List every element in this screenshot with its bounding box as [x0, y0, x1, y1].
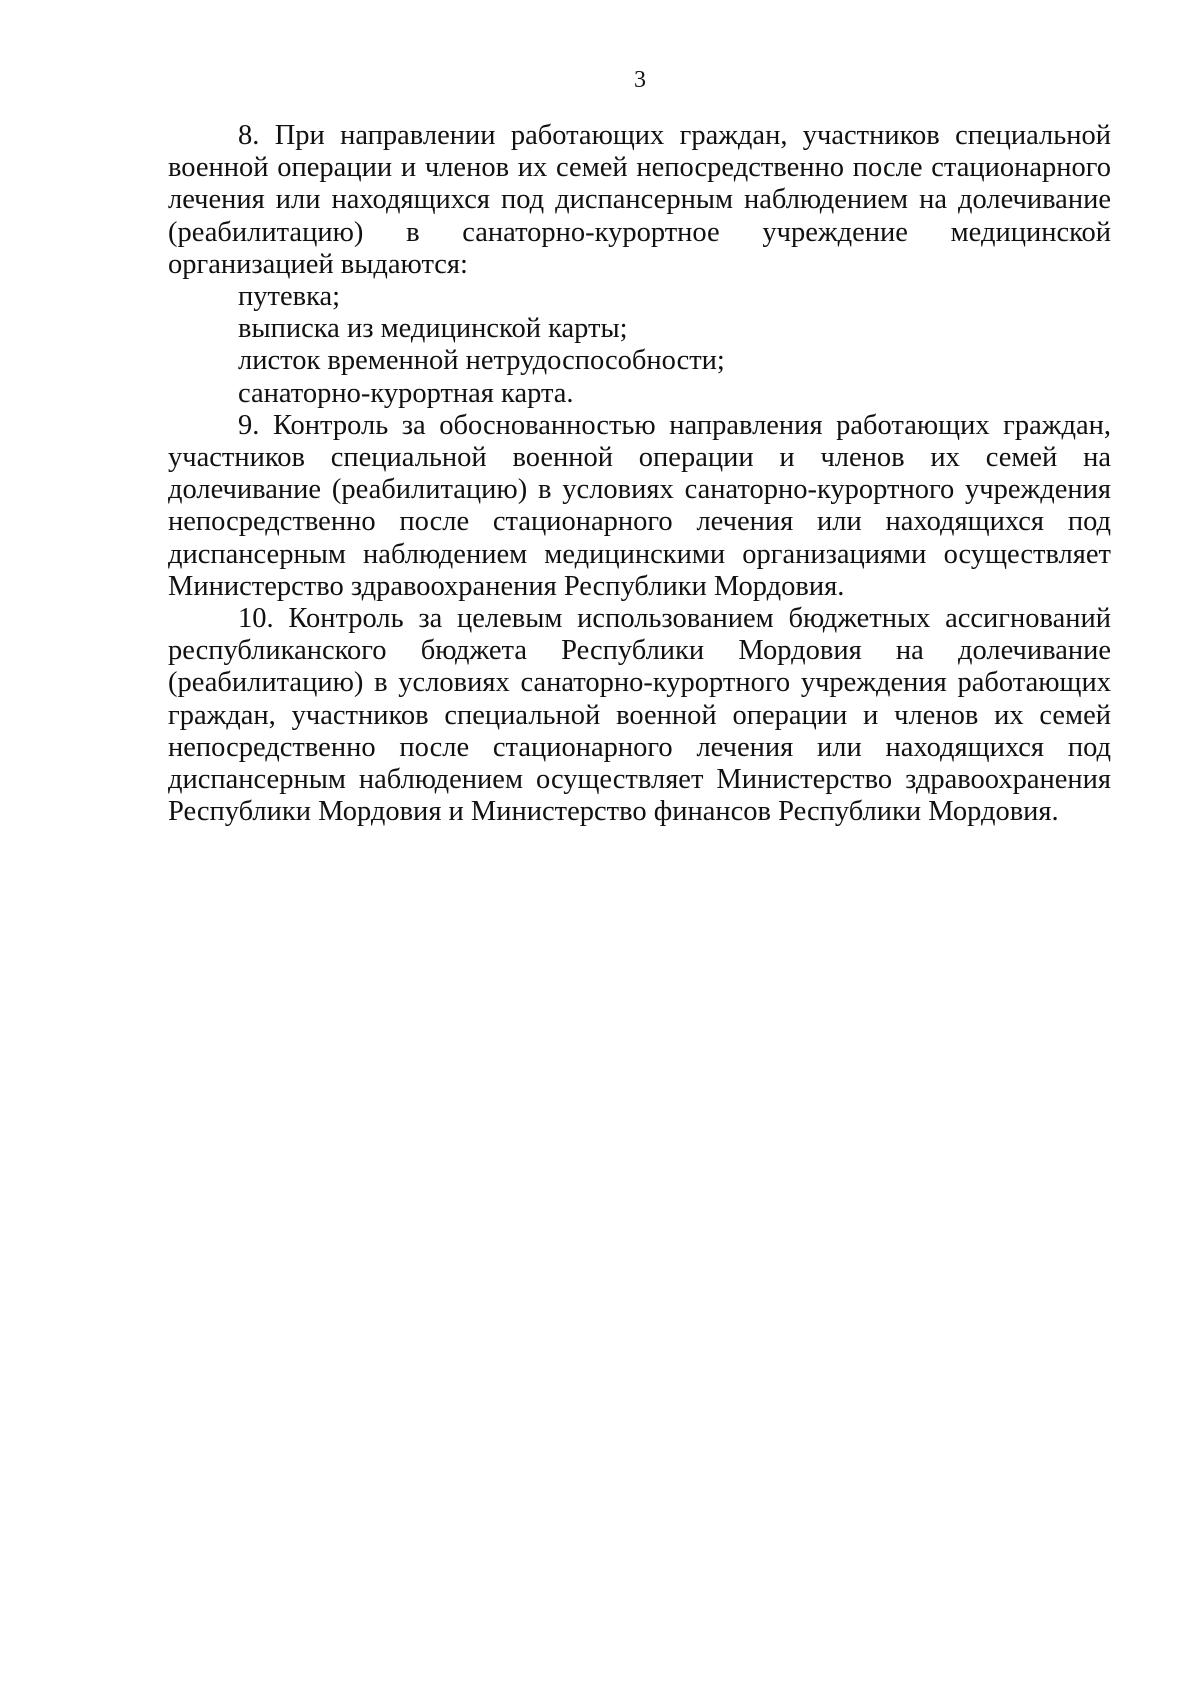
paragraph-10: [168, 603, 1111, 828]
list-item: выписка из медицинской карты;: [238, 313, 628, 345]
paragraph-9-line: участников специальной военной операции и членов их семей на: [168, 442, 1111, 474]
paragraph-9-line: долечивание (реабилитацию) в условиях санаторно-курортного учреждения: [168, 474, 1111, 506]
paragraph-9-line: диспансерным наблюдением медицинскими организациями осуществляет: [168, 538, 1111, 570]
paragraph-10-line: республиканского бюджета Республики Мордовия на долечивание: [168, 635, 1111, 667]
paragraph-8-line: военной операции и членов их семей непосредственно после стационарного: [168, 152, 1111, 184]
paragraph-9: [168, 410, 1111, 603]
list-item: путевка;: [238, 281, 341, 313]
paragraph-10-line: граждан, участников специальной военной операции и членов их семей: [168, 699, 1111, 731]
paragraph-8-line: организацией выдаются:: [168, 248, 468, 280]
paragraph-10-line: (реабилитацию) в условиях санаторно-курортного учреждения работающих: [168, 667, 1111, 699]
document-body: [168, 120, 1111, 828]
page-number: 3: [634, 67, 646, 93]
paragraph-10-line: 10. Контроль за целевым использованием бюджетных ассигнований: [238, 603, 1111, 635]
list-item: санаторно-курортная карта.: [238, 377, 574, 409]
paragraph-8-line: 8. При направлении работающих граждан, участников специальной: [238, 120, 1111, 151]
list-item: листок временной нетрудоспособности;: [238, 345, 725, 377]
paragraph-9-line: Министерство здравоохранения Республики Мордовия.: [168, 570, 845, 602]
paragraph-10-line: Республики Мордовия и Министерство финансов Республики Мордовия.: [168, 796, 1059, 828]
paragraph-8-line: (реабилитацию) в санаторно-курортное учреждение медицинской: [168, 216, 1111, 248]
paragraph-9-line: непосредственно после стационарного лечения или находящихся под: [168, 506, 1111, 538]
paragraph-9-line: 9. Контроль за обоснованностью направления работающих граждан,: [238, 409, 1111, 441]
paragraph-10-line: диспансерным наблюдением осуществляет Министерство здравоохранения: [168, 764, 1111, 796]
paragraph-8: [168, 120, 1111, 410]
paragraph-8-line: лечения или находящихся под диспансерным наблюдением на долечивание: [168, 184, 1111, 216]
paragraph-10-line: непосредственно после стационарного лечения или находящихся под: [168, 731, 1111, 763]
